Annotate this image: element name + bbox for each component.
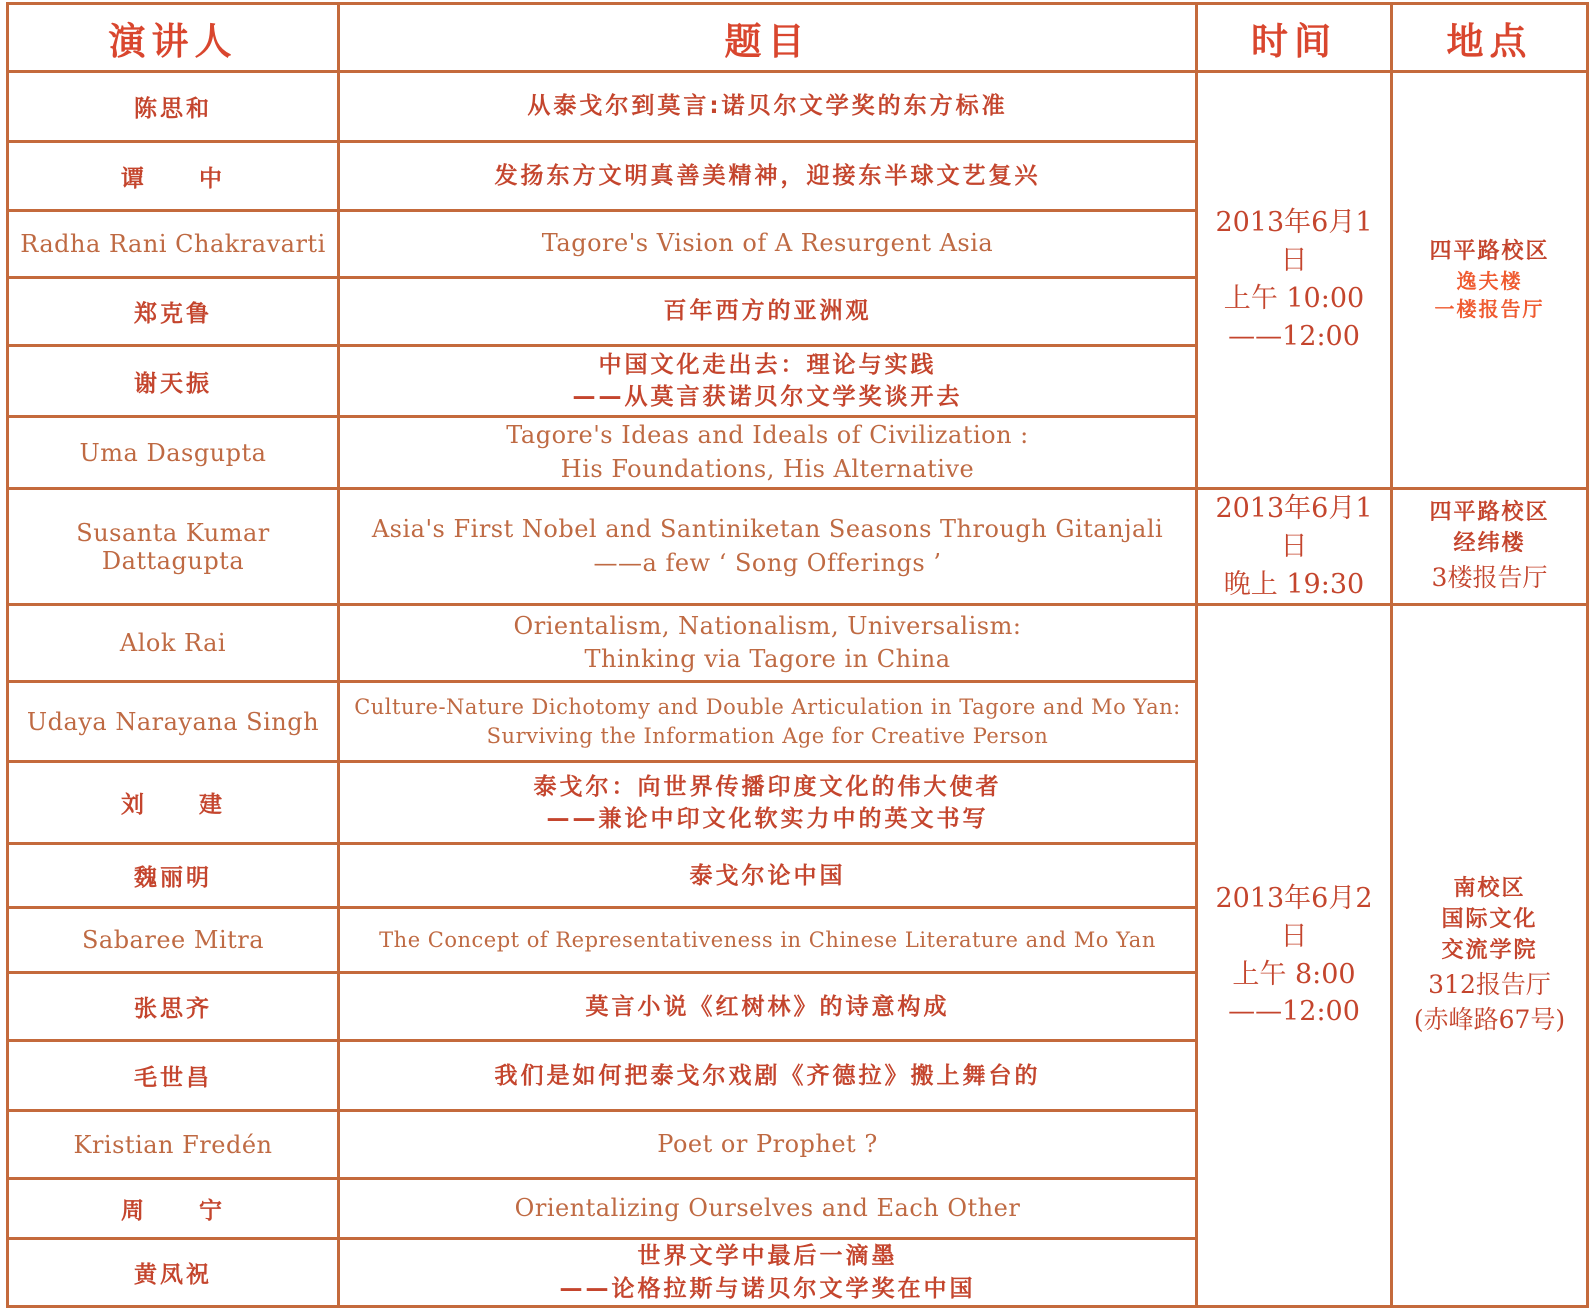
- venue-line: 四平路校区: [1429, 238, 1550, 264]
- topic-cell: [339, 844, 1197, 908]
- topic-cell: [339, 762, 1197, 844]
- topic-line: Asia's First Nobel and Santiniketan Seasons Through Gitanjali: [371, 515, 1164, 544]
- venue-line: 3楼报告厅: [1431, 562, 1548, 592]
- speaker-cell: 谭 中: [8, 142, 339, 211]
- time-line: ——12:00: [1228, 996, 1360, 1028]
- topic-line: Poet or Prophet ?: [657, 1130, 878, 1159]
- speaker-cell: Uma Dasgupta: [8, 417, 339, 489]
- topic-cell: [339, 1111, 1197, 1179]
- speaker-cell: 黄凤祝: [8, 1239, 339, 1306]
- topic-cell: [339, 211, 1197, 278]
- topic-line: 中国文化走出去：理论与实践: [598, 351, 937, 378]
- topic-line: 莫言小说《红树林》的诗意构成: [585, 993, 950, 1020]
- header-venue: 地点: [1392, 4, 1588, 72]
- topic-line: Surviving the Information Age for Creative Person: [486, 723, 1049, 748]
- table-header: [8, 4, 1588, 72]
- venue-cell: [1392, 605, 1588, 1306]
- speaker-cell: 张思齐: [8, 973, 339, 1041]
- venue-line: 南校区: [1453, 876, 1526, 902]
- time-line: 上午 10:00: [1223, 283, 1365, 314]
- topic-cell: [339, 489, 1197, 605]
- time-line: 上午 8:00: [1232, 958, 1356, 990]
- header-time: 时间: [1197, 4, 1392, 72]
- time-line: 2013年6月1日: [1215, 207, 1373, 277]
- speaker-cell: Alok Rai: [8, 605, 339, 682]
- venue-line: 四平路校区: [1429, 500, 1550, 526]
- time-cell: [1197, 489, 1392, 605]
- speaker-cell: Radha Rani Chakravarti: [8, 211, 339, 278]
- venue-line: 国际文化: [1441, 907, 1538, 933]
- topic-cell: [339, 417, 1197, 489]
- topic-line: 泰戈尔：向世界传播印度文化的伟大使者: [533, 773, 1002, 800]
- topic-line: 从泰戈尔到莫言:诺贝尔文学奖的东方标准: [527, 93, 1008, 120]
- topic-cell: [339, 682, 1197, 762]
- topic-cell: [339, 1179, 1197, 1239]
- topic-cell: [339, 142, 1197, 211]
- table-row: [8, 605, 1588, 682]
- topic-cell: [339, 346, 1197, 417]
- header-topic: 题目: [339, 4, 1197, 72]
- topic-line: His Foundations, His Alternative: [560, 454, 975, 483]
- topic-line: ——a few ‘ Song Offerings ’: [593, 548, 942, 577]
- time-line: 2013年6月2日: [1215, 882, 1373, 952]
- speaker-cell: Susanta Kumar Dattagupta: [8, 489, 339, 605]
- speaker-cell: 周 宁: [8, 1179, 339, 1239]
- speaker-cell: 谢天振: [8, 346, 339, 417]
- speaker-cell: Sabaree Mitra: [8, 908, 339, 973]
- topic-line: 我们是如何把泰戈尔戏剧《齐德拉》搬上舞台的: [494, 1062, 1041, 1089]
- header-row: [8, 4, 1588, 72]
- speaker-cell: 魏丽明: [8, 844, 339, 908]
- venue-line: 一楼报告厅: [1434, 297, 1545, 322]
- table-row: [8, 489, 1588, 605]
- speaker-cell: 刘 建: [8, 762, 339, 844]
- topic-cell: [339, 1041, 1197, 1111]
- venue-line: 逸夫楼: [1456, 269, 1523, 294]
- topic-line: The Concept of Representativeness in Chinese Literature and Mo Yan: [379, 927, 1156, 952]
- venue-line: 经纬楼: [1453, 531, 1526, 557]
- topic-line: 发扬东方文明真善美精神，迎接东半球文艺复兴: [494, 162, 1041, 189]
- speaker-cell: 陈思和: [8, 72, 339, 142]
- topic-cell: [339, 1239, 1197, 1306]
- topic-cell: [339, 605, 1197, 682]
- venue-line: 交流学院: [1441, 937, 1538, 963]
- speaker-cell: 毛世昌: [8, 1041, 339, 1111]
- topic-line: Tagore's Vision of A Resurgent Asia: [541, 229, 994, 258]
- venue-line: 312报告厅: [1428, 969, 1551, 999]
- header-speaker: 演讲人: [8, 4, 339, 72]
- speaker-cell: Udaya Narayana Singh: [8, 682, 339, 762]
- topic-line: Thinking via Tagore in China: [584, 645, 951, 674]
- speaker-cell: 郑克鲁: [8, 278, 339, 346]
- topic-line: Orientalism, Nationalism, Universalism:: [513, 611, 1022, 640]
- topic-line: Orientalizing Ourselves and Each Other: [514, 1194, 1021, 1223]
- topic-line: 泰戈尔论中国: [689, 862, 846, 889]
- time-line: ——12:00: [1228, 320, 1360, 352]
- venue-cell: [1392, 72, 1588, 489]
- speaker-cell: Kristian Fredén: [8, 1111, 339, 1179]
- venue-line: (赤峰路67号): [1413, 1004, 1566, 1034]
- topic-line: ——论格拉斯与诺贝尔文学奖在中国: [559, 1275, 976, 1302]
- topic-cell: [339, 908, 1197, 973]
- topic-cell: [339, 278, 1197, 346]
- time-line: 2013年6月1日: [1215, 493, 1373, 562]
- lecture-schedule-table: [6, 2, 1589, 1308]
- topic-line: Culture-Nature Dichotomy and Double Articulation in Tagore and Mo Yan:: [354, 694, 1181, 719]
- topic-line: 世界文学中最后一滴墨: [637, 1243, 898, 1270]
- topic-cell: [339, 973, 1197, 1041]
- time-line: 晚上 19:30: [1223, 568, 1365, 600]
- time-cell: [1197, 605, 1392, 1306]
- table-body: [8, 72, 1588, 1307]
- topic-line: 百年西方的亚洲观: [663, 298, 872, 325]
- venue-cell: [1392, 489, 1588, 605]
- topic-line: ——从莫言获诺贝尔文学奖谈开去: [572, 384, 963, 410]
- topic-line: Tagore's Ideas and Ideals of Civilization :: [506, 420, 1029, 449]
- time-cell: [1197, 72, 1392, 489]
- topic-cell: [339, 72, 1197, 142]
- topic-line: ——兼论中印文化软实力中的英文书写: [546, 805, 989, 832]
- table-row: [8, 72, 1588, 142]
